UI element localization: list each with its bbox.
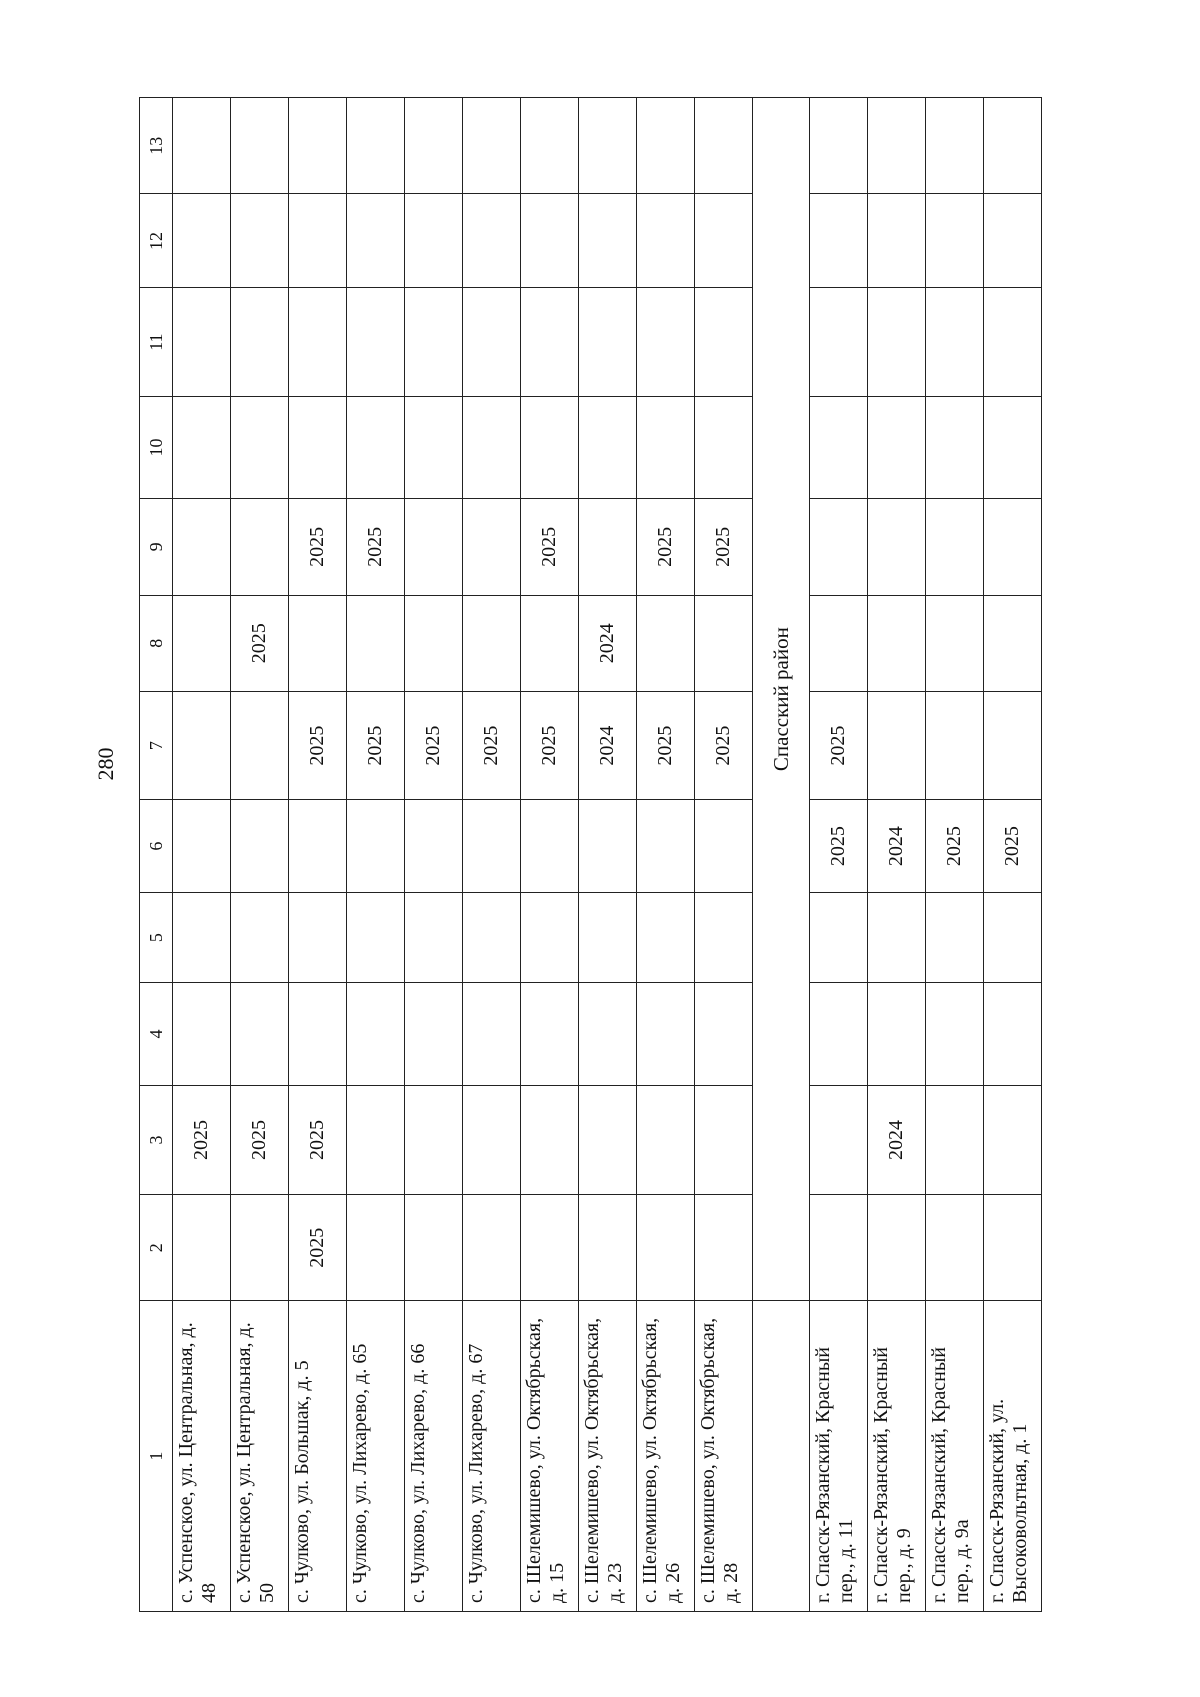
year-cell xyxy=(579,800,637,893)
year-cell xyxy=(926,1085,984,1195)
year-cell xyxy=(347,288,405,396)
table-row xyxy=(984,98,1042,1612)
column-header: 13 xyxy=(140,98,173,194)
year-cell xyxy=(984,1085,1042,1195)
year-cell xyxy=(810,499,868,595)
year-cell xyxy=(695,800,753,893)
year-cell xyxy=(984,499,1042,595)
table-row xyxy=(926,98,984,1612)
year-cell xyxy=(463,194,521,288)
year-cell xyxy=(695,288,753,396)
year-cell xyxy=(926,98,984,194)
year-cell xyxy=(463,983,521,1085)
year-cell: 2025 xyxy=(347,691,405,799)
region-spacer-cell xyxy=(753,1301,810,1612)
year-cell xyxy=(231,892,289,982)
year-cell xyxy=(463,288,521,396)
year-cell xyxy=(289,288,347,396)
year-cell xyxy=(231,194,289,288)
year-cell xyxy=(637,892,695,982)
year-cell: 2024 xyxy=(868,800,926,893)
year-cell xyxy=(579,892,637,982)
year-cell xyxy=(810,892,868,982)
year-cell xyxy=(695,194,753,288)
year-cell xyxy=(347,396,405,498)
year-cell xyxy=(173,800,231,893)
column-header: 5 xyxy=(140,892,173,982)
year-cell xyxy=(173,983,231,1085)
year-cell xyxy=(926,288,984,396)
table-row xyxy=(579,98,637,1612)
year-cell xyxy=(868,595,926,691)
year-cell: 2025 xyxy=(463,691,521,799)
year-cell xyxy=(926,892,984,982)
year-cell xyxy=(405,800,463,893)
year-cell: 2025 xyxy=(695,499,753,595)
address-cell: с. Чулково, ул. Лихарево, д. 65 xyxy=(347,1301,405,1612)
year-cell xyxy=(579,194,637,288)
year-cell xyxy=(173,892,231,982)
year-cell xyxy=(347,892,405,982)
year-cell xyxy=(231,691,289,799)
year-cell xyxy=(926,983,984,1085)
year-cell xyxy=(231,288,289,396)
year-cell xyxy=(289,800,347,893)
year-cell xyxy=(405,98,463,194)
year-cell xyxy=(521,288,579,396)
year-cell xyxy=(637,1195,695,1301)
year-cell xyxy=(521,1195,579,1301)
year-cell xyxy=(405,1085,463,1195)
address-cell: с. Успенское, ул. Центральная, д. 50 xyxy=(231,1301,289,1612)
year-cell xyxy=(695,1195,753,1301)
year-cell xyxy=(173,595,231,691)
data-table xyxy=(139,97,1042,1612)
year-cell xyxy=(637,396,695,498)
address-cell: г. Спасск-Рязанский, ул. Высоковольтная, д. 1 xyxy=(984,1301,1042,1612)
year-cell: 2025 xyxy=(231,1085,289,1195)
table-row xyxy=(231,98,289,1612)
year-cell xyxy=(868,98,926,194)
year-cell: 2025 xyxy=(695,691,753,799)
year-cell xyxy=(984,288,1042,396)
column-header: 12 xyxy=(140,194,173,288)
year-cell xyxy=(579,1085,637,1195)
table-row xyxy=(868,98,926,1612)
year-cell xyxy=(231,1195,289,1301)
year-cell xyxy=(695,1085,753,1195)
year-cell xyxy=(637,1085,695,1195)
year-cell xyxy=(926,194,984,288)
column-header: 3 xyxy=(140,1085,173,1195)
address-cell: с. Успенское, ул. Центральная, д. 48 xyxy=(173,1301,231,1612)
address-cell: с. Шелемишево, ул. Октябрьская, д. 15 xyxy=(521,1301,579,1612)
year-cell xyxy=(868,396,926,498)
year-cell xyxy=(695,98,753,194)
year-cell xyxy=(521,595,579,691)
year-cell xyxy=(405,983,463,1085)
year-cell xyxy=(347,595,405,691)
year-cell xyxy=(173,98,231,194)
year-cell xyxy=(984,691,1042,799)
address-cell: г. Спасск-Рязанский, Красный пер., д. 11 xyxy=(810,1301,868,1612)
column-header: 1 xyxy=(140,1301,173,1612)
year-cell xyxy=(173,691,231,799)
table-row xyxy=(173,98,231,1612)
year-cell xyxy=(463,800,521,893)
year-cell xyxy=(810,983,868,1085)
table-row xyxy=(405,98,463,1612)
year-cell: 2025 xyxy=(637,499,695,595)
table-row xyxy=(521,98,579,1612)
column-header: 10 xyxy=(140,396,173,498)
year-cell xyxy=(521,194,579,288)
year-cell xyxy=(405,1195,463,1301)
year-cell xyxy=(695,396,753,498)
year-cell xyxy=(579,98,637,194)
year-cell xyxy=(579,396,637,498)
year-cell xyxy=(868,1195,926,1301)
year-cell xyxy=(579,1195,637,1301)
year-cell: 2025 xyxy=(289,1195,347,1301)
year-cell: 2025 xyxy=(521,691,579,799)
year-cell xyxy=(347,98,405,194)
address-cell: г. Спасск-Рязанский, Красный пер., д. 9а xyxy=(926,1301,984,1612)
year-cell: 2025 xyxy=(810,800,868,893)
year-cell xyxy=(637,194,695,288)
year-cell xyxy=(463,1085,521,1195)
year-cell xyxy=(463,892,521,982)
year-cell xyxy=(521,800,579,893)
year-cell xyxy=(579,983,637,1085)
year-cell: 2024 xyxy=(868,1085,926,1195)
year-cell xyxy=(405,595,463,691)
column-header: 9 xyxy=(140,499,173,595)
year-cell xyxy=(289,194,347,288)
year-cell xyxy=(463,595,521,691)
year-cell xyxy=(347,194,405,288)
year-cell xyxy=(405,396,463,498)
year-cell xyxy=(984,595,1042,691)
year-cell xyxy=(984,1195,1042,1301)
year-cell: 2025 xyxy=(405,691,463,799)
header-row xyxy=(140,98,173,1612)
year-cell xyxy=(637,800,695,893)
year-cell xyxy=(289,98,347,194)
table-row xyxy=(695,98,753,1612)
year-cell xyxy=(231,800,289,893)
address-cell: с. Шелемишево, ул. Октябрьская, д. 23 xyxy=(579,1301,637,1612)
year-cell xyxy=(637,288,695,396)
year-cell: 2025 xyxy=(289,1085,347,1195)
year-cell xyxy=(463,1195,521,1301)
year-cell xyxy=(289,892,347,982)
year-cell xyxy=(521,1085,579,1195)
year-cell xyxy=(405,194,463,288)
year-cell xyxy=(637,595,695,691)
table-wrapper xyxy=(139,97,1031,1612)
address-cell: с. Чулково, ул. Лихарево, д. 67 xyxy=(463,1301,521,1612)
address-cell: г. Спасск-Рязанский, Красный пер., д. 9 xyxy=(868,1301,926,1612)
region-row xyxy=(753,98,810,1612)
column-header: 11 xyxy=(140,288,173,396)
year-cell xyxy=(231,499,289,595)
year-cell xyxy=(984,194,1042,288)
year-cell xyxy=(347,1085,405,1195)
year-cell xyxy=(347,983,405,1085)
address-cell: с. Чулково, ул. Лихарево, д. 66 xyxy=(405,1301,463,1612)
year-cell xyxy=(926,691,984,799)
year-cell xyxy=(868,892,926,982)
year-cell xyxy=(521,892,579,982)
table-row xyxy=(289,98,347,1612)
year-cell xyxy=(810,595,868,691)
year-cell: 2025 xyxy=(521,499,579,595)
year-cell xyxy=(173,194,231,288)
year-cell: 2025 xyxy=(289,691,347,799)
year-cell xyxy=(173,288,231,396)
year-cell xyxy=(289,983,347,1085)
year-cell xyxy=(347,800,405,893)
address-cell: с. Чулково, ул. Большак, д. 5 xyxy=(289,1301,347,1612)
year-cell: 2025 xyxy=(637,691,695,799)
year-cell xyxy=(868,194,926,288)
year-cell xyxy=(984,892,1042,982)
year-cell: 2025 xyxy=(289,499,347,595)
page-number: 280 xyxy=(93,747,118,781)
region-label: Спасский район xyxy=(753,98,810,1301)
year-cell xyxy=(173,396,231,498)
year-cell xyxy=(405,499,463,595)
year-cell xyxy=(926,1195,984,1301)
column-header: 2 xyxy=(140,1195,173,1301)
year-cell xyxy=(289,595,347,691)
year-cell: 2024 xyxy=(579,691,637,799)
year-cell xyxy=(463,98,521,194)
column-header: 7 xyxy=(140,691,173,799)
year-cell xyxy=(695,892,753,982)
year-cell xyxy=(289,396,347,498)
year-cell xyxy=(868,288,926,396)
year-cell xyxy=(637,98,695,194)
table-row xyxy=(637,98,695,1612)
year-cell xyxy=(695,595,753,691)
year-cell xyxy=(810,288,868,396)
year-cell: 2025 xyxy=(231,595,289,691)
year-cell xyxy=(521,98,579,194)
year-cell xyxy=(926,396,984,498)
year-cell xyxy=(231,983,289,1085)
year-cell xyxy=(868,691,926,799)
year-cell: 2025 xyxy=(926,800,984,893)
year-cell xyxy=(347,1195,405,1301)
year-cell xyxy=(868,499,926,595)
year-cell xyxy=(637,983,695,1085)
address-cell: с. Шелемишево, ул. Октябрьская, д. 28 xyxy=(695,1301,753,1612)
year-cell xyxy=(810,1195,868,1301)
column-header: 6 xyxy=(140,800,173,893)
year-cell xyxy=(173,499,231,595)
year-cell xyxy=(579,288,637,396)
year-cell xyxy=(521,396,579,498)
year-cell xyxy=(463,396,521,498)
year-cell: 2025 xyxy=(347,499,405,595)
year-cell: 2025 xyxy=(173,1085,231,1195)
year-cell xyxy=(695,983,753,1085)
year-cell: 2024 xyxy=(579,595,637,691)
year-cell xyxy=(984,396,1042,498)
year-cell xyxy=(405,892,463,982)
year-cell xyxy=(173,1195,231,1301)
year-cell xyxy=(810,194,868,288)
year-cell xyxy=(926,499,984,595)
address-cell: с. Шелемишево, ул. Октябрьская, д. 26 xyxy=(637,1301,695,1612)
table-row xyxy=(810,98,868,1612)
year-cell xyxy=(521,983,579,1085)
year-cell xyxy=(984,983,1042,1085)
column-header: 8 xyxy=(140,595,173,691)
year-cell xyxy=(926,595,984,691)
year-cell: 2025 xyxy=(810,691,868,799)
year-cell xyxy=(579,499,637,595)
year-cell xyxy=(463,499,521,595)
year-cell xyxy=(810,396,868,498)
column-header: 4 xyxy=(140,983,173,1085)
table-row xyxy=(347,98,405,1612)
year-cell xyxy=(405,288,463,396)
year-cell xyxy=(868,983,926,1085)
year-cell xyxy=(810,1085,868,1195)
year-cell: 2025 xyxy=(984,800,1042,893)
year-cell xyxy=(810,98,868,194)
year-cell xyxy=(231,396,289,498)
year-cell xyxy=(231,98,289,194)
year-cell xyxy=(984,98,1042,194)
table-row xyxy=(463,98,521,1612)
